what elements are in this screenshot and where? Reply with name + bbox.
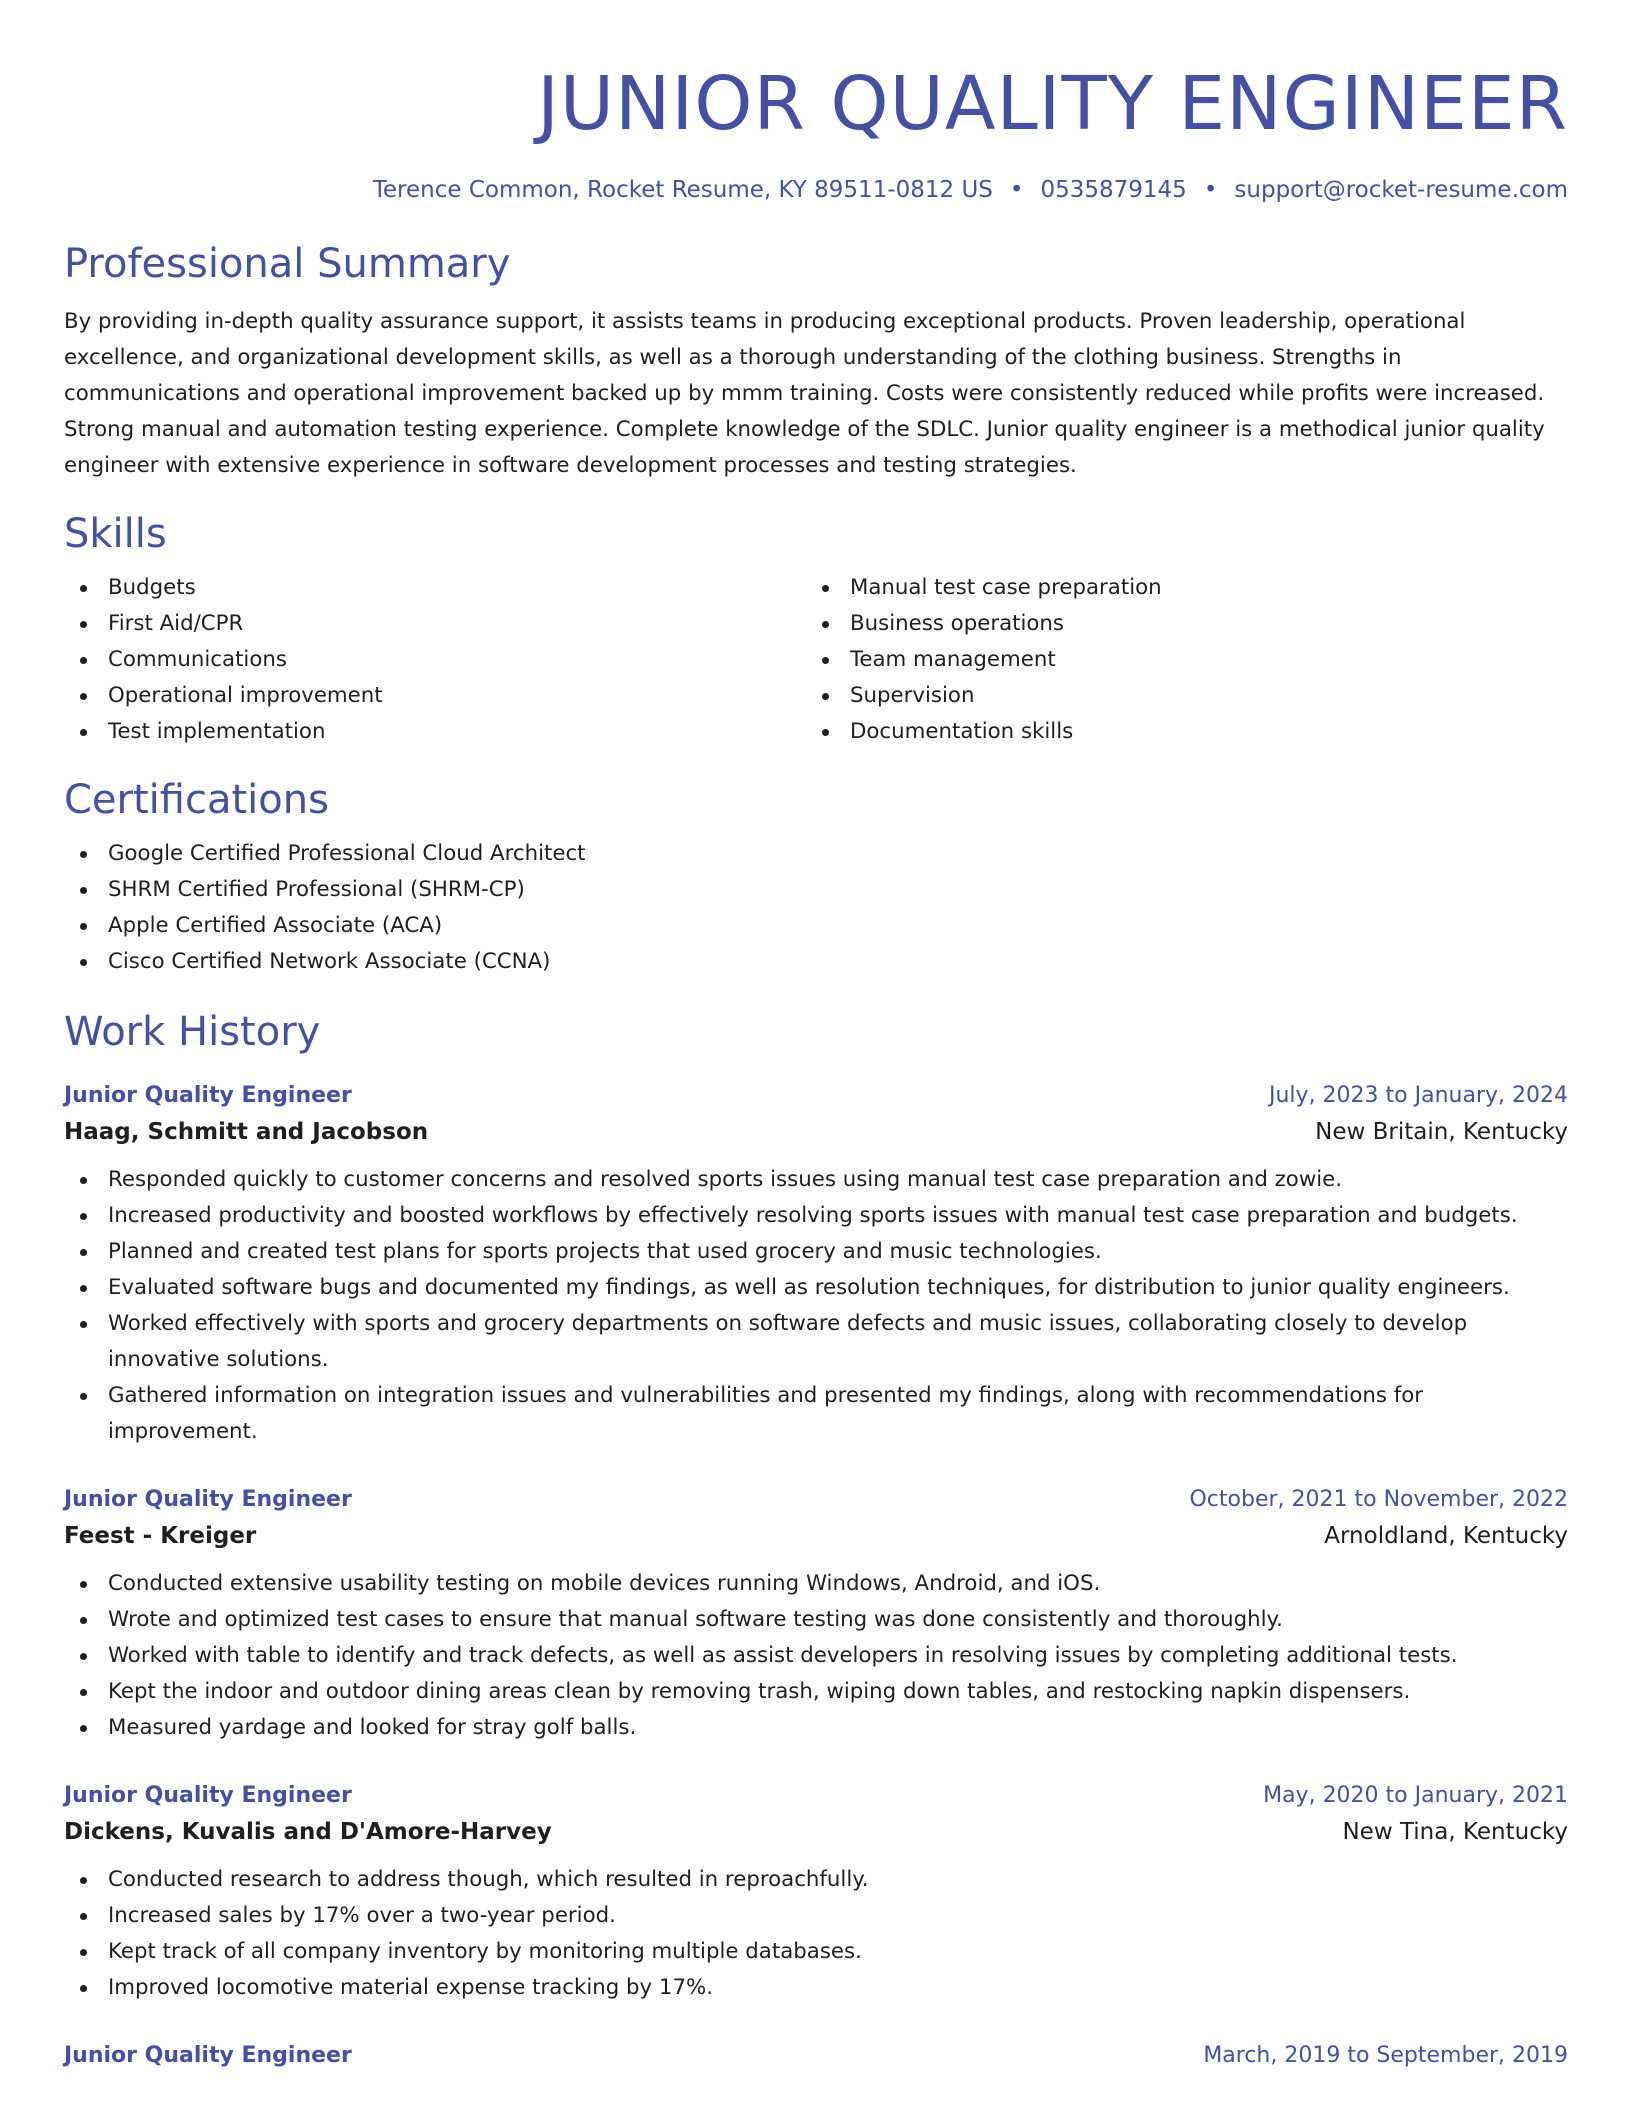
- job-subheader: [64, 1114, 1568, 1150]
- certifications-heading: Certifications: [64, 777, 329, 823]
- certification-item: Apple Certified Associate (ACA): [64, 908, 1568, 944]
- job-bullet: Increased productivity and boosted workflows by effectively resolving sports issues with manual test case preparation and budgets.: [64, 1198, 1568, 1234]
- contact-address: Terence Common, Rocket Resume, KY 89511-0812 US: [372, 177, 993, 203]
- job-title: Junior Quality Engineer: [64, 2043, 352, 2068]
- certification-item: Google Certified Professional Cloud Architect: [64, 836, 1568, 872]
- skills-list: [64, 570, 1568, 750]
- job-company: Feest - Kreiger: [64, 1523, 257, 1549]
- certifications-list: [64, 836, 1568, 980]
- job-subheader: [64, 1518, 1568, 1554]
- resume-page: [64, 0, 1568, 2074]
- skill-item: Communications: [64, 642, 806, 678]
- skill-item: Manual test case preparation: [806, 570, 1548, 606]
- job-location: Arnoldland, Kentucky: [1324, 1523, 1568, 1549]
- job-bullet: Wrote and optimized test cases to ensure that manual software testing was done consistently and thoroughly.: [64, 1602, 1568, 1638]
- job-bullet: Improved locomotive material expense tracking by 17%.: [64, 1970, 1568, 2006]
- job-bullet: Increased sales by 17% over a two-year period.: [64, 1898, 1568, 1934]
- skill-item: Documentation skills: [806, 714, 1548, 750]
- page-title: JUNIOR QUALITY ENGINEER: [537, 61, 1568, 147]
- job-header: [64, 1482, 1568, 1518]
- job-bullet: Conducted research to address though, which resulted in reproachfully.: [64, 1862, 1568, 1898]
- job-title: Junior Quality Engineer: [64, 1783, 352, 1808]
- skill-item: Business operations: [806, 606, 1548, 642]
- skill-item: Supervision: [806, 678, 1548, 714]
- job-entry: [64, 1778, 1568, 2006]
- job-dates: May, 2020 to January, 2021: [1263, 1783, 1568, 1808]
- job-bullet: Measured yardage and looked for stray golf balls.: [64, 1710, 1568, 1746]
- job-bullet: Kept the indoor and outdoor dining areas clean by removing trash, wiping down tables, and restocking napkin dispensers.: [64, 1674, 1568, 1710]
- skills-column-left: [64, 570, 806, 750]
- skill-item: Budgets: [64, 570, 806, 606]
- skill-item: First Aid/CPR: [64, 606, 806, 642]
- separator-dot: •: [1009, 177, 1024, 203]
- certification-item: Cisco Certified Network Associate (CCNA): [64, 944, 1568, 980]
- skills-heading: Skills: [64, 511, 167, 557]
- skill-item: Test implementation: [64, 714, 806, 750]
- job-bullet: Evaluated software bugs and documented my findings, as well as resolution techniques, for distribution to junior quality engineers.: [64, 1270, 1568, 1306]
- job-dates: October, 2021 to November, 2022: [1189, 1487, 1568, 1512]
- job-bullets: [64, 1162, 1568, 1450]
- job-bullet: Worked effectively with sports and grocery departments on software defects and music issues, collaborating closely to develop innovative solutions.: [64, 1306, 1568, 1378]
- job-entry: [64, 1482, 1568, 1746]
- job-title: Junior Quality Engineer: [64, 1083, 352, 1108]
- job-header: [64, 1778, 1568, 1814]
- contact-email[interactable]: support@rocket-resume.com: [1234, 177, 1568, 203]
- certification-item: SHRM Certified Professional (SHRM-CP): [64, 872, 1568, 908]
- contact-line: [64, 174, 1568, 206]
- job-company: Haag, Schmitt and Jacobson: [64, 1119, 429, 1145]
- job-title: Junior Quality Engineer: [64, 1487, 352, 1512]
- job-dates: March, 2019 to September, 2019: [1203, 2043, 1568, 2068]
- job-bullet: Responded quickly to customer concerns and resolved sports issues using manual test case preparation and zowie.: [64, 1162, 1568, 1198]
- job-entry: [64, 2038, 1568, 2074]
- summary-text: By providing in-depth quality assurance support, it assists teams in producing exceptional products. Proven leadership, operational excellence, and organizational development skills, as well as a thorough understanding of the clothing business. Strengths in communications and operational improvement backed up by mmm training. Costs were consistently reduced while profits were increased. Strong manual and automation testing experience. Complete knowledge of the SDLC. Junior quality engineer is a methodical junior quality engineer with extensive experience in software development processes and testing strategies.: [64, 309, 1545, 478]
- job-bullet: Gathered information on integration issues and vulnerabilities and presented my findings, along with recommendations for improvement.: [64, 1378, 1568, 1450]
- skills-column-right: [806, 570, 1548, 750]
- job-dates: July, 2023 to January, 2024: [1269, 1083, 1568, 1108]
- job-entry: [64, 1078, 1568, 1450]
- job-bullet: Planned and created test plans for sports projects that used grocery and music technologies.: [64, 1234, 1568, 1270]
- job-bullet: Conducted extensive usability testing on mobile devices running Windows, Android, and iOS.: [64, 1566, 1568, 1602]
- job-company: Dickens, Kuvalis and D'Amore-Harvey: [64, 1819, 552, 1845]
- summary-heading: Professional Summary: [64, 241, 511, 287]
- contact-phone[interactable]: 0535879145: [1040, 177, 1187, 203]
- job-bullet: Kept track of all company inventory by monitoring multiple databases.: [64, 1934, 1568, 1970]
- job-location: New Tina, Kentucky: [1342, 1819, 1568, 1845]
- job-header: [64, 2038, 1568, 2074]
- job-bullets: [64, 1566, 1568, 1746]
- job-location: New Britain, Kentucky: [1315, 1119, 1568, 1145]
- separator-dot: •: [1203, 177, 1218, 203]
- work-history-heading: Work History: [64, 1009, 321, 1055]
- job-header: [64, 1078, 1568, 1114]
- job-subheader: [64, 1814, 1568, 1850]
- job-bullets: [64, 1862, 1568, 2006]
- job-bullet: Worked with table to identify and track defects, as well as assist developers in resolving issues by completing additional tests.: [64, 1638, 1568, 1674]
- skill-item: Operational improvement: [64, 678, 806, 714]
- skill-item: Team management: [806, 642, 1548, 678]
